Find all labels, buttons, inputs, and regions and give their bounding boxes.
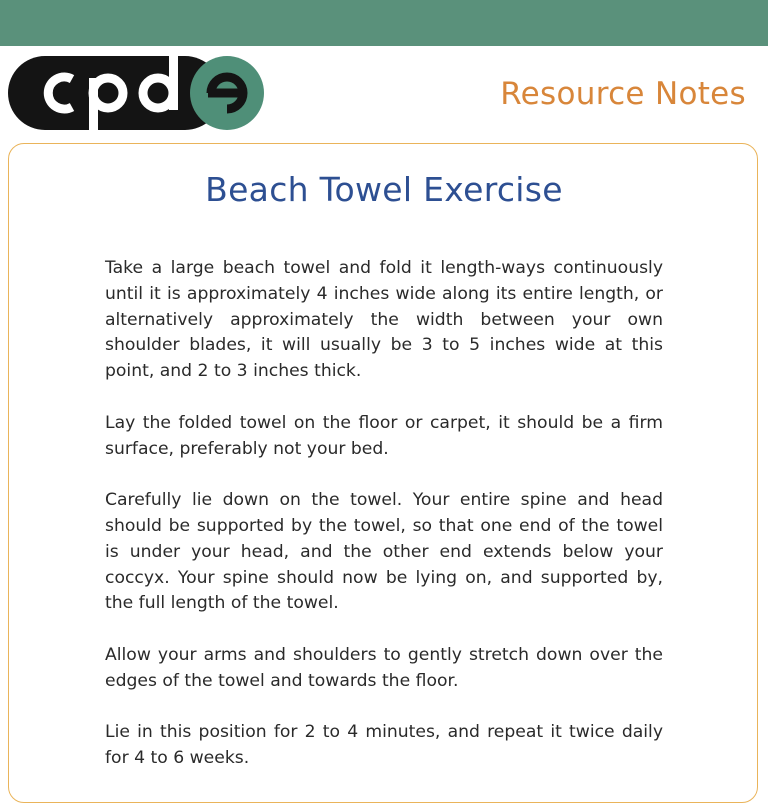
document-title: Beach Towel Exercise	[205, 170, 563, 209]
header-bar	[0, 0, 768, 46]
paragraph: Take a large beach towel and fold it length-ways continuously until it is approximately 4 inches wide along its entire length, or alternatively approximately the width between your own shoulder blades, it will usually be 3 to 5 inches wide at this point, and 2 to 3 inches thick.	[105, 258, 663, 382]
paragraph: Lay the folded towel on the floor or carpet, it should be a firm surface, preferably not your bed.	[105, 412, 663, 459]
document-body	[105, 256, 663, 798]
cpd-logo	[8, 56, 264, 130]
paragraph: Lie in this position for 2 to 4 minutes, and repeat it twice daily for 4 to 6 weeks.	[105, 722, 663, 769]
section-label: Resource Notes	[500, 76, 746, 112]
paragraph: Carefully lie down on the towel. Your entire spine and head should be supported by the towel, so that one end of the towel is under your head, and the other end extends below your coccyx. Your spine should now be lying on, and supported by, the full length of the towel.	[105, 490, 663, 614]
paragraph: Allow your arms and shoulders to gently stretch down over the edges of the towel and towards the floor.	[105, 644, 663, 691]
